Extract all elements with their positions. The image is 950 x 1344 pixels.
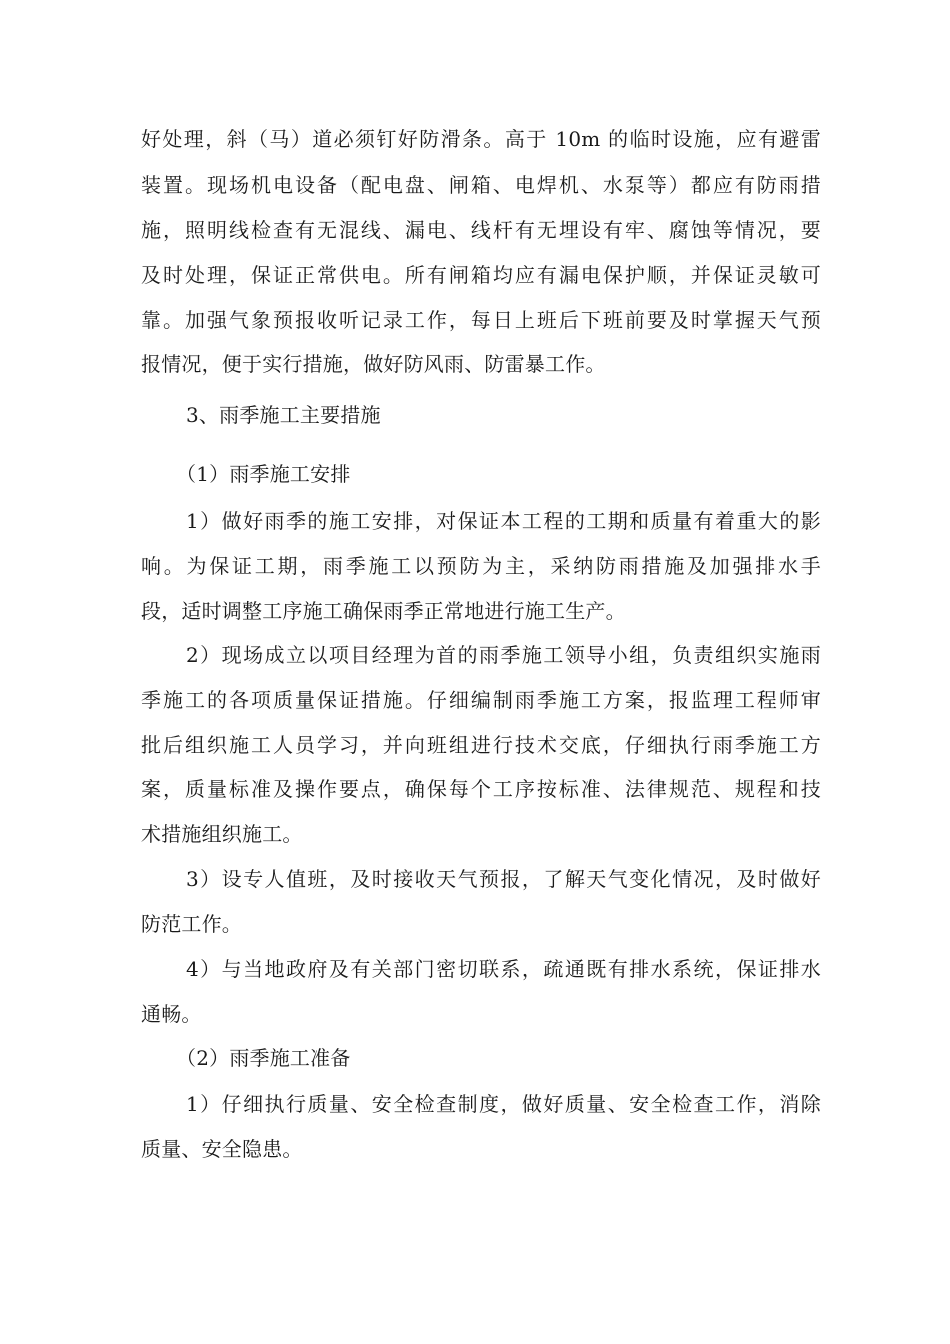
section-heading: 3、雨季施工主要措施 <box>186 403 381 427</box>
subsection-heading: （2）雨季施工准备 <box>176 1046 351 1070</box>
paragraph-line: 3）设专人值班，及时接收天气预报，了解天气变化情况，及时做好 <box>186 867 821 891</box>
paragraph-line: 术措施组织施工。 <box>141 822 303 846</box>
paragraph-line: 1）仔细执行质量、安全检查制度，做好质量、安全检查工作，消除 <box>186 1092 821 1116</box>
subsection-heading: （1）雨季施工安排 <box>176 462 351 486</box>
paragraph-line: 靠。加强气象预报收听记录工作，每日上班后下班前要及时掌握天气预 <box>141 308 821 332</box>
paragraph-line: 1）做好雨季的施工安排，对保证本工程的工期和质量有着重大的影 <box>186 509 821 533</box>
paragraph-line: 批后组织施工人员学习，并向班组进行技术交底，仔细执行雨季施工方 <box>141 733 821 757</box>
paragraph-line: 段，适时调整工序施工确保雨季正常地进行施工生产。 <box>141 599 626 623</box>
paragraph-line: 施，照明线检查有无混线、漏电、线杆有无埋设有牢、腐蚀等情况，要 <box>141 218 821 242</box>
paragraph-line: 报情况，便于实行措施，做好防风雨、防雷暴工作。 <box>141 352 606 376</box>
paragraph-line: 防范工作。 <box>141 912 242 936</box>
paragraph-line: 装置。现场机电设备（配电盘、闸箱、电焊机、水泵等）都应有防雨措 <box>141 173 821 197</box>
paragraph-line: 2）现场成立以项目经理为首的雨季施工领导小组，负责组织实施雨 <box>186 643 821 667</box>
paragraph-line: 及时处理，保证正常供电。所有闸箱均应有漏电保护顺，并保证灵敏可 <box>141 263 821 287</box>
paragraph-line: 通畅。 <box>141 1002 202 1026</box>
paragraph-line: 质量、安全隐患。 <box>141 1137 303 1161</box>
paragraph-line: 响。为保证工期，雨季施工以预防为主，采纳防雨措施及加强排水手 <box>141 554 821 578</box>
paragraph-line: 好处理，斜（马）道必须钉好防滑条。高于 10m 的临时设施，应有避雷 <box>141 127 821 151</box>
paragraph-line: 季施工的各项质量保证措施。仔细编制雨季施工方案，报监理工程师审 <box>141 688 821 712</box>
paragraph-line: 案，质量标准及操作要点，确保每个工序按标准、法律规范、规程和技 <box>141 777 821 801</box>
paragraph-line: 4）与当地政府及有关部门密切联系，疏通既有排水系统，保证排水 <box>186 957 821 981</box>
